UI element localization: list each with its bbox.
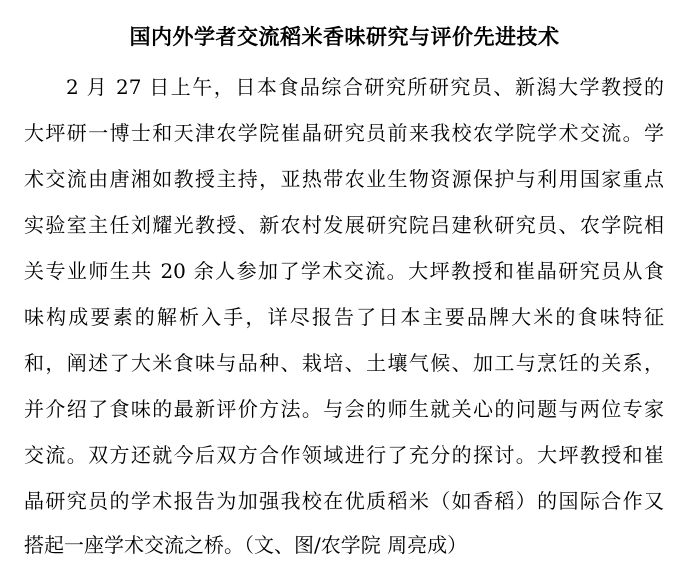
paragraph-line: 味构成要素的解析入手，详尽报告了日本主要品牌大米的食味特征 xyxy=(24,305,664,329)
paragraph-line: 实验室主任刘耀光教授、新农村发展研究院吕建秋研究员、农学院相 xyxy=(24,213,664,237)
paragraph-line: 2 月 27 日上午，日本食品综合研究所研究员、新潟大学教授的 xyxy=(66,75,664,99)
paragraph-line: 和，阐述了大米食味与品种、栽培、土壤气候、加工与烹饪的关系， xyxy=(24,351,664,375)
paragraph-line: 交流。双方还就今后双方合作领域进行了充分的探讨。大坪教授和崔 xyxy=(24,443,664,467)
paragraph-line: 术交流由唐湘如教授主持，亚热带农业生物资源保护与利用国家重点 xyxy=(24,167,664,191)
paragraph-line: 并介绍了食味的最新评价方法。与会的师生就关心的问题与两位专家 xyxy=(24,397,664,421)
paragraph-line: 晶研究员的学术报告为加强我校在优质稻米（如香稻）的国际合作又 xyxy=(24,489,664,513)
paragraph-line: 搭起一座学术交流之桥。（文、图/农学院 周亮成） xyxy=(24,533,468,557)
paragraph-line: 大坪研一博士和天津农学院崔晶研究员前来我校农学院学术交流。学 xyxy=(24,121,664,145)
article-title: 国内外学者交流稻米香味研究与评价先进技术 xyxy=(129,25,560,49)
paragraph-line: 关专业师生共 20 余人参加了学术交流。大坪教授和崔晶研究员从食 xyxy=(24,259,664,283)
